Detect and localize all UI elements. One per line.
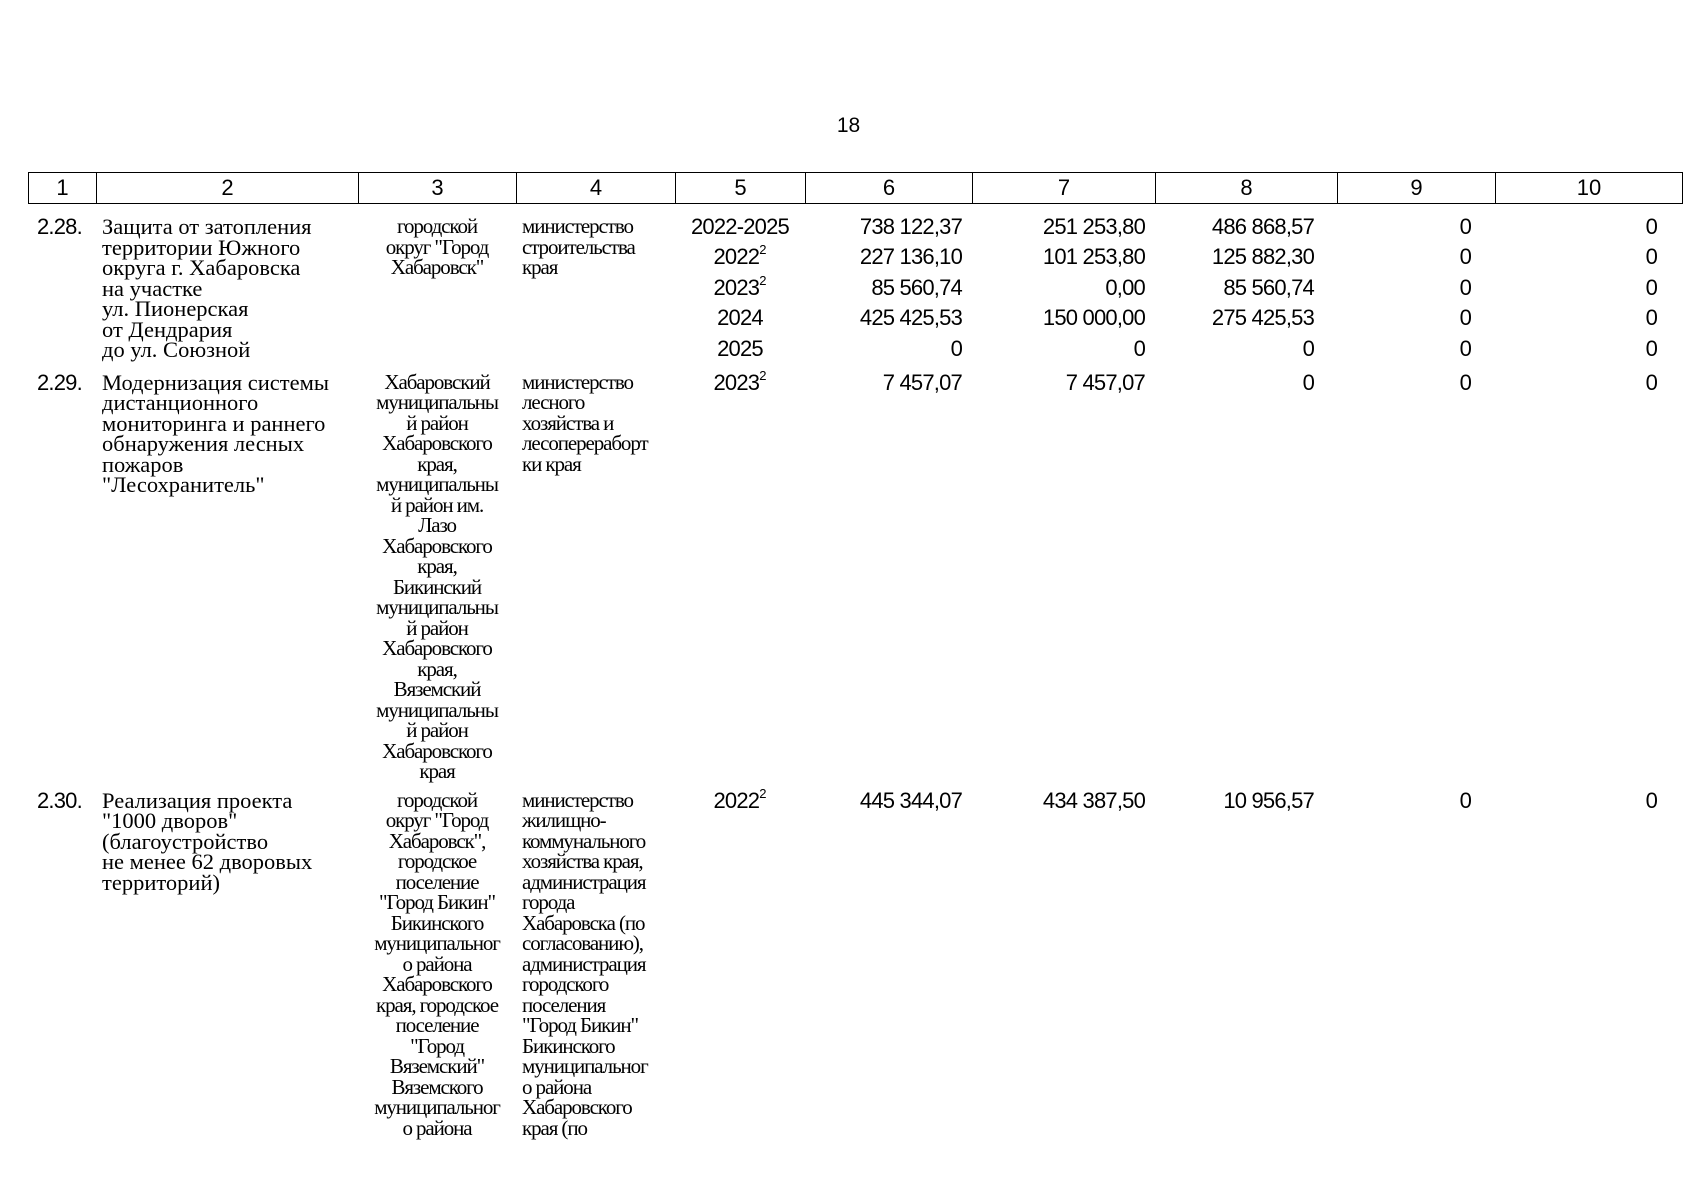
amount-value [1337,273,1495,303]
value-cell-8 [1155,784,1337,1139]
measure-name-line: от Дендрария [102,316,233,342]
footnote-marker: 2 [759,367,767,383]
responsible-cell-line: администрация [522,951,646,976]
amount-text: 0 [1645,214,1657,239]
executor-cell-line: Бикинского [390,910,484,935]
amount-text: 0 [1459,335,1471,361]
value-cell-9 [1337,784,1495,1139]
responsible-cell-line: городского [522,972,609,997]
year-value [675,273,805,303]
amount-text: 0 [1459,787,1471,813]
measure-name-line: Реализация проекта [102,787,293,813]
executor-cell-line: поселение [395,1013,479,1038]
measure-name [96,366,358,784]
year-cell [675,784,805,1139]
measure-name-line: ул. Пионерская [102,296,249,321]
amount-text: 0 [950,335,962,361]
responsible-cell-line: министерство [522,214,633,238]
measure-name-line: мониторинга и раннего [102,410,326,436]
measure-name-line: "1000 дворов" [102,808,238,834]
year-text: 2022 [713,244,760,270]
amount-text: 275 425,53 [1211,305,1314,331]
amount-text: 0 [1459,214,1471,239]
executor-cell-line: Хабаровск", [388,828,486,853]
table-row [28,784,1682,1139]
amount-value [805,212,972,242]
executor-cell-line: "Город Бикин" [379,890,495,915]
amount-text: 0 [1645,369,1657,395]
executor-cell-line: муниципальны [376,390,498,415]
item-number: 2.30. [37,787,82,813]
amount-text: 85 560,74 [1223,274,1314,300]
executor-cell-line: Вяземского [391,1074,483,1099]
responsible-cell-line: края [522,255,558,279]
amount-value [1155,212,1337,242]
executor-cell-line: муниципальног [374,931,500,956]
executor-cell-line: Бикинский [392,574,482,599]
value-cell-8 [1155,212,1337,366]
item-number: 2.28. [37,214,82,239]
amount-text: 0 [1645,335,1657,361]
amount-value [1495,303,1682,333]
amount-value [805,303,972,333]
amount-value [1155,786,1337,816]
header-cell-6: 6 [806,173,973,204]
amount-value [1495,212,1682,242]
amount-value [1495,273,1682,303]
amount-value [805,334,972,364]
executor-cell-line: поселение [395,869,479,894]
amount-value [972,786,1155,816]
amount-text: 0 [1459,274,1471,300]
measure-name-line: территории Южного [102,234,301,260]
footnote-marker: 2 [759,272,767,288]
responsible-cell-line: муниципальног [522,1054,648,1079]
responsible-cell-line: лесного [522,390,585,415]
year-text: 2022 [713,787,760,813]
executor-cell-line: края, [417,656,457,681]
amount-value [1495,368,1682,398]
amount-text: 227 136,10 [859,244,962,270]
value-cell-6 [805,212,972,366]
amount-value [972,212,1155,242]
amount-value [805,273,972,303]
amount-value [972,368,1155,398]
year-value [675,303,805,333]
amount-text: 0,00 [1105,274,1145,300]
responsible-cell-line: о района [522,1074,592,1099]
header-cell-5: 5 [676,173,806,204]
executor-cell-line: Хабаровского [382,636,492,661]
value-cell-10 [1495,212,1682,366]
executor-cell-line: городской [397,214,477,238]
measure-name [96,784,358,1139]
header-cell-10: 10 [1496,173,1683,204]
amount-value [1337,334,1495,364]
value-cell-7 [972,784,1155,1139]
amount-text: 0 [1133,335,1145,361]
measure-name-line: Модернизация системы [102,369,329,395]
measure-name-line: Защита от затопления [102,214,312,239]
executor-cell [358,366,516,784]
amount-text: 425 425,53 [859,305,962,331]
amount-text: 738 122,37 [859,214,962,239]
amount-value [972,273,1155,303]
executor-cell-line: края [419,759,455,784]
year-text: 2025 [717,335,763,361]
footnote-marker: 2 [759,785,767,801]
amount-value [1155,273,1337,303]
value-cell-7 [972,212,1155,366]
amount-text: 125 882,30 [1211,244,1314,270]
amount-text: 0 [1459,305,1471,331]
executor-cell-line: о района [402,951,472,976]
amount-text: 486 868,57 [1211,214,1314,239]
measure-name-line: территорий) [102,869,220,895]
header-cell-2: 2 [97,173,359,204]
executor-cell [358,212,516,366]
executor-cell-line: края, [417,554,457,579]
amount-text: 7 457,07 [1065,369,1145,395]
responsible-cell-line: Хабаровска (по [522,910,645,935]
amount-text: 0 [1645,787,1657,813]
amount-value [1337,212,1495,242]
executor-cell-line: Хабаровского [382,431,492,456]
value-cell-6 [805,366,972,784]
header-row [29,173,1683,204]
amount-value [1337,303,1495,333]
executor-cell-line: Хабаровский [384,369,490,394]
header-cell-1: 1 [29,173,97,204]
year-value [675,212,805,242]
amount-value [805,242,972,272]
measure-name-line: (благоустройство [102,828,269,854]
measure-name-line: на участке [102,275,203,301]
executor-cell-line: округ "Город [385,808,489,833]
executor-cell [358,784,516,1139]
executor-cell-line: "Город [410,1033,464,1058]
amount-text: 7 457,07 [882,369,962,395]
year-text: 2023 [713,369,760,395]
executor-cell-line: края, городское [376,992,498,1017]
executor-cell-line: й район им. [390,492,484,517]
executor-cell-line: Хабаровск" [390,255,484,279]
responsible-cell-line: лесоперераборт [522,431,648,456]
header-cell-4: 4 [517,173,676,204]
year-value [675,334,805,364]
measure-name-line: до ул. Союзной [102,337,251,362]
amount-value [805,368,972,398]
year-cell [675,212,805,366]
responsible-cell-line: поселения [522,992,606,1017]
year-text: 2023 [713,274,760,300]
value-cell-6 [805,784,972,1139]
responsible-cell-line: коммунального [522,828,646,853]
responsible-cell [516,784,675,1139]
executor-cell-line: городское [397,849,477,874]
amount-value [1155,303,1337,333]
amount-text: 0 [1459,369,1471,395]
header-cell-8: 8 [1156,173,1338,204]
amount-value [1155,368,1337,398]
responsible-cell [516,366,675,784]
amount-text: 101 253,80 [1042,244,1145,270]
amount-value [972,242,1155,272]
value-cell-9 [1337,366,1495,784]
value-cell-10 [1495,784,1682,1139]
executor-cell-line: муниципальны [376,697,498,722]
amount-text: 0 [1302,335,1314,361]
executor-cell-line: й район [406,615,468,640]
amount-text: 445 344,07 [859,787,962,813]
responsible-cell-line: строительства [522,234,635,259]
responsible-cell-line: Бикинского [522,1033,615,1058]
measure-name-line: пожаров [102,451,184,477]
amount-text: 10 956,57 [1223,787,1314,813]
value-cell-10 [1495,366,1682,784]
responsible-cell-line: края (по [522,1115,587,1140]
responsible-cell [516,212,675,366]
executor-cell-line: Хабаровского [382,533,492,558]
responsible-cell-line: Хабаровского [522,1095,632,1120]
amount-value [1337,368,1495,398]
year-text: 2024 [717,305,763,331]
measure-name-line: округа г. Хабаровска [102,255,301,280]
table-row [28,366,1682,784]
measure-name [96,212,358,366]
amount-value [1155,334,1337,364]
measures-table [28,212,1682,1138]
executor-cell-line: Хабаровского [382,738,492,763]
amount-text: 0 [1645,274,1657,300]
measure-name-line: обнаружения лесных [102,431,305,457]
year-value [675,242,805,272]
amount-value [805,786,972,816]
header-cell-7: 7 [973,173,1156,204]
responsible-cell-line: города [522,890,575,915]
responsible-cell-line: хозяйства края, [522,849,643,874]
year-value [675,368,805,398]
responsible-cell-line: ки края [522,451,581,476]
year-value [675,786,805,816]
header-cell-3: 3 [359,173,517,204]
amount-value [972,334,1155,364]
executor-cell-line: й район [406,718,468,743]
measure-name-line: "Лесохранитель" [102,472,265,498]
executor-cell-line: городской [397,787,477,812]
amount-text: 85 560,74 [871,274,962,300]
amount-value [1495,242,1682,272]
header-cell-9: 9 [1338,173,1496,204]
year-cell [675,366,805,784]
amount-text: 251 253,80 [1042,214,1145,239]
responsible-cell-line: хозяйства и [522,410,614,435]
table-row [28,212,1682,366]
measure-name-line: дистанционного [102,390,259,416]
measure-name-line: не менее 62 дворовых [102,849,313,875]
responsible-cell-line: согласованию), [522,931,643,956]
amount-value [972,303,1155,333]
year-text: 2022-2025 [690,214,789,239]
page-number: 18 [836,114,861,137]
responsible-cell-line: министерство [522,787,633,812]
responsible-cell-line: "Город Бикин" [522,1013,638,1038]
amount-text: 150 000,00 [1042,305,1145,331]
value-cell-9 [1337,212,1495,366]
item-number: 2.29. [37,369,82,395]
amount-value [1495,786,1682,816]
footnote-marker: 2 [759,242,767,258]
amount-text: 434 387,50 [1042,787,1145,813]
value-cell-7 [972,366,1155,784]
executor-cell-line: Лазо [418,513,456,538]
responsible-cell-line: министерство [522,369,633,394]
value-cell-8 [1155,366,1337,784]
executor-cell-line: муниципальны [376,595,498,620]
amount-value [1337,242,1495,272]
executor-cell-line: Вяземский [393,677,481,702]
executor-cell-line: края, [417,451,457,476]
executor-cell-line: Вяземский" [389,1054,485,1079]
amount-value [1337,786,1495,816]
responsible-cell-line: жилищно- [522,808,606,833]
amount-value [1495,334,1682,364]
amount-value [1155,242,1337,272]
executor-cell-line: муниципальног [374,1095,500,1120]
amount-text: 0 [1459,244,1471,270]
amount-text: 0 [1645,305,1657,331]
column-header-table [28,172,1683,204]
executor-cell-line: о района [402,1115,472,1140]
executor-cell-line: муниципальны [376,472,498,497]
responsible-cell-line: администрация [522,869,646,894]
amount-text: 0 [1302,369,1314,395]
executor-cell-line: Хабаровского [382,972,492,997]
amount-text: 0 [1645,244,1657,270]
executor-cell-line: й район [406,410,468,435]
executor-cell-line: округ "Город [385,234,489,259]
